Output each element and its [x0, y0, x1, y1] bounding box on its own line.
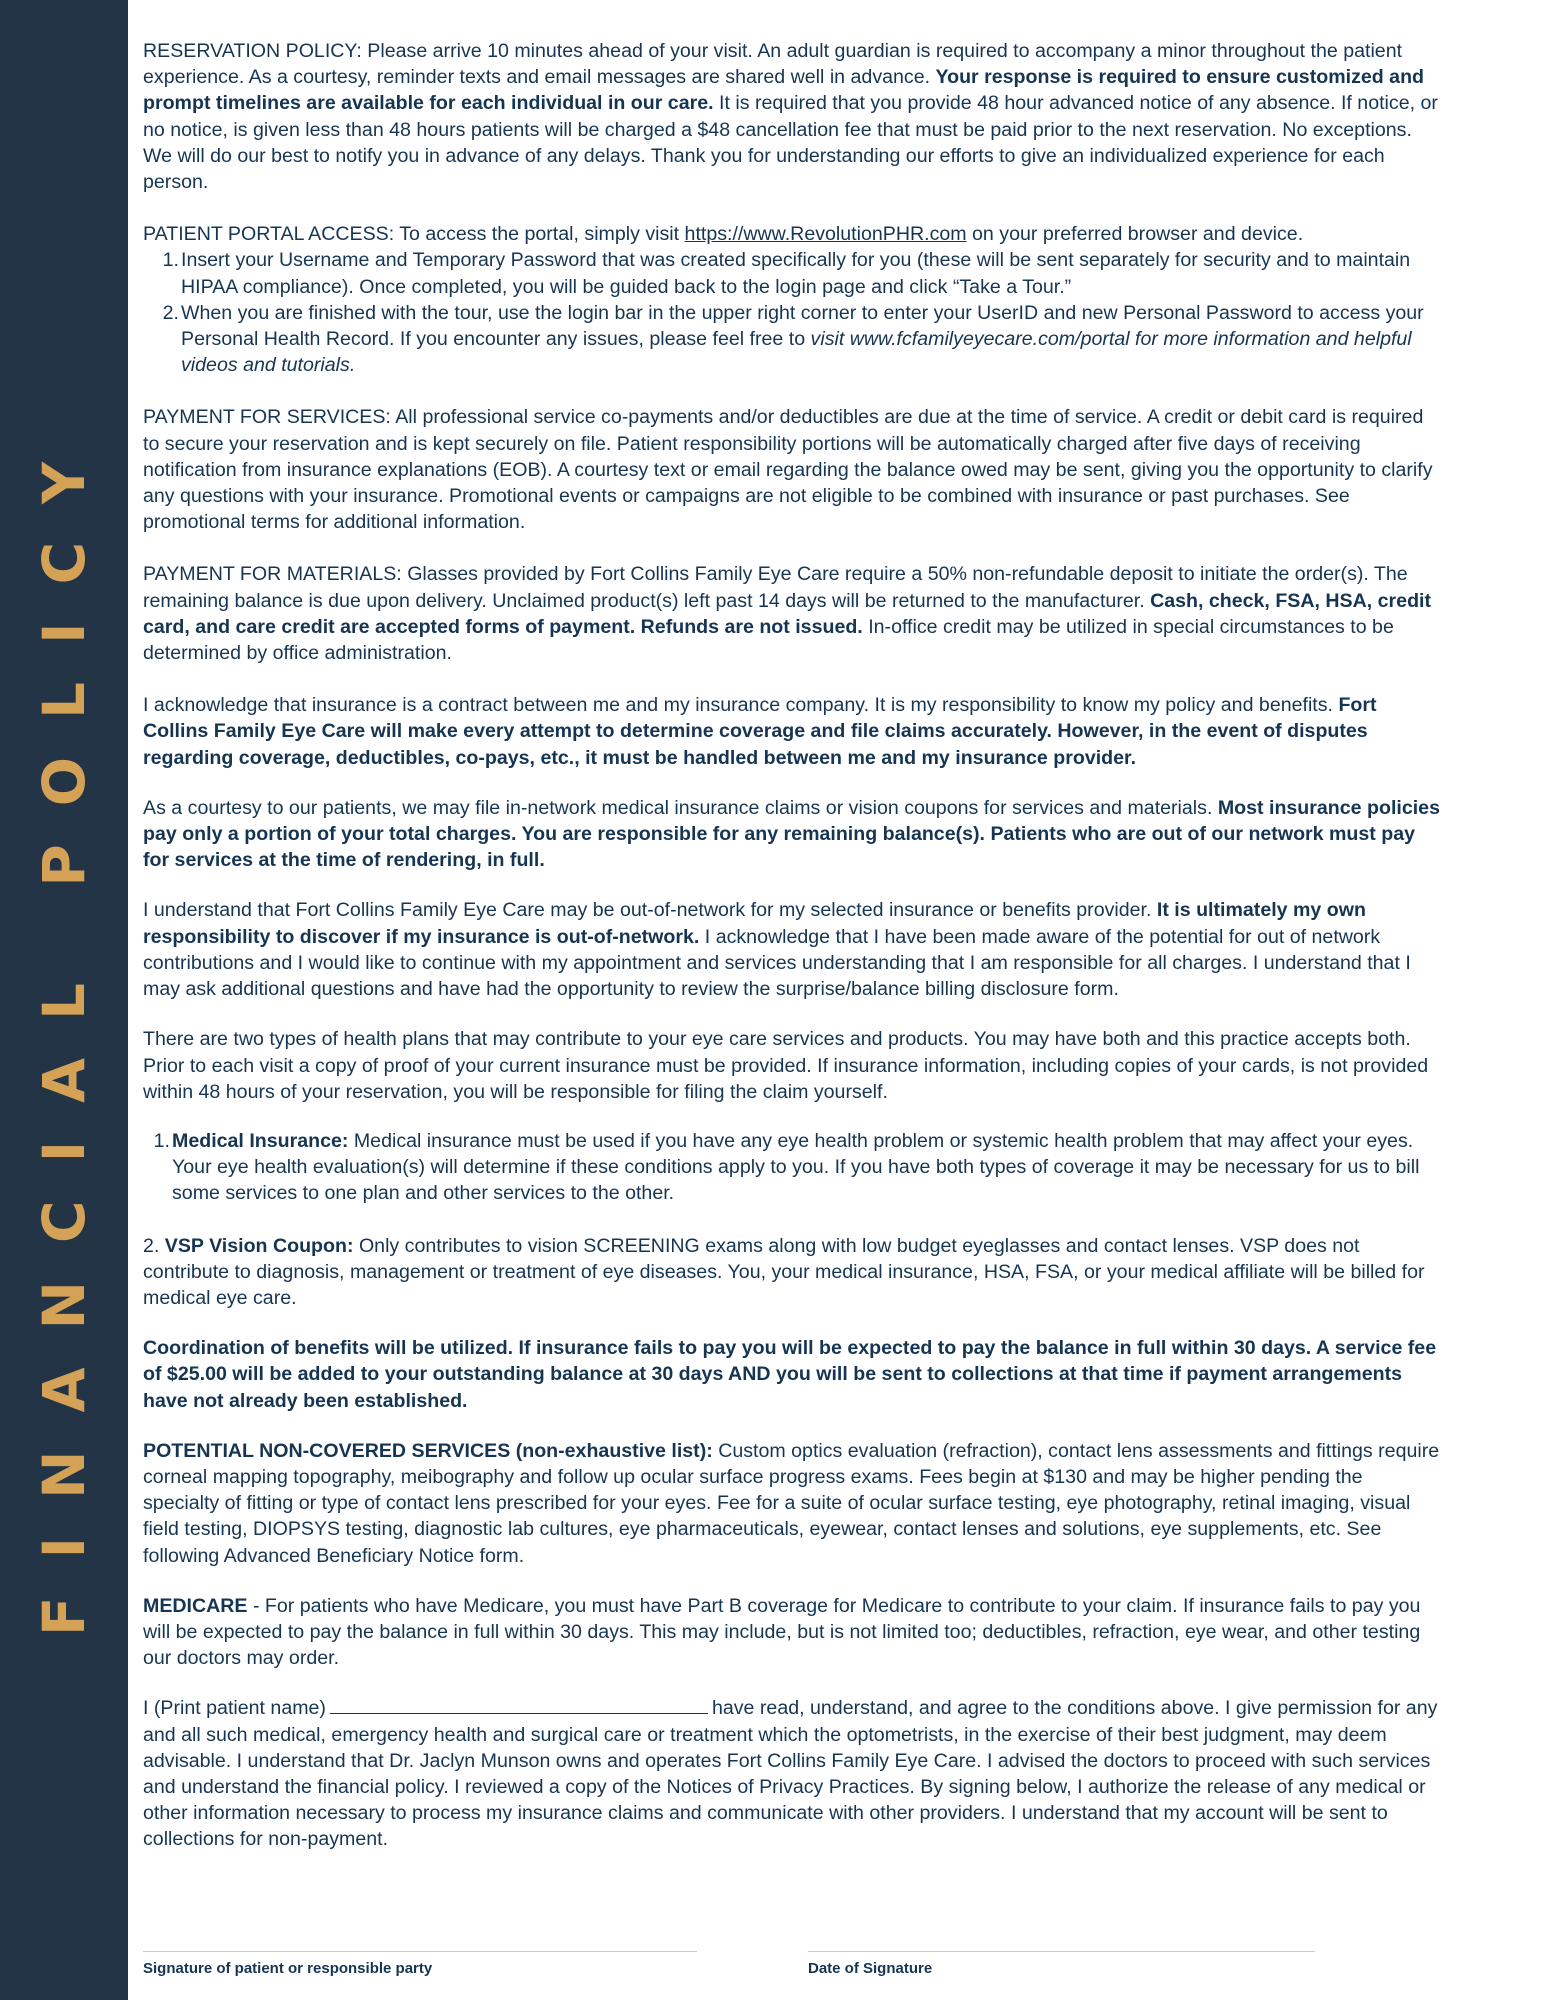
medicare: MEDICARE - For patients who have Medicare, you must have Part B coverage for Medicare to contribute to your claim. If insurance fails to pay you will be expected to pay the balance in full within 30 days. This may include, but is not limited too; deductibles, refraction, eye wear, and other testing our doctors may order.	[143, 1594, 1421, 1670]
patient-portal-access: PATIENT PORTAL ACCESS: To access the portal, simply visit https://www.RevolutionPHR.com on your preferred browser and device.	[143, 223, 1304, 246]
consent-statement: I (Print patient name) have read, understand, and agree to the conditions above. I give permission for any and all such medical, emergency health and surgical care or treatment which the optometrists, in the exercise of their best judgment, may deem advisable. I understand that Dr. Jaclyn Munson owns and operates Fort Collins Family Eye Care. I advised the doctors to proceed with such services and understand the financial policy. I reviewed a copy of the Notices of Privacy Practices. By signing below, I authorize the release of any medical or other information necessary to process my insurance claims and communicate with other providers. I understand that my account will be sent to collections for non-payment.	[143, 1697, 1438, 1851]
out-of-network: I understand that Fort Collins Family Eye Care may be out-of-network for my selected insurance or benefits provider. It is ultimately my own responsibility to discover if my insurance is out-of-network. I acknowledge that I have been made aware of the potential for out of network contributions and I would like to continue with my appointment and services understanding that I am responsible for all charges. I understand that I may ask additional questions and have had the opportunity to review the surprise/balance billing disclosure form.	[143, 899, 1411, 1001]
signature-line[interactable]	[143, 1951, 697, 1952]
patient-name-field[interactable]	[330, 1695, 708, 1714]
sidebar-band	[0, 0, 128, 2000]
date-label: Date of Signature	[808, 1960, 933, 1977]
payment-for-materials: PAYMENT FOR MATERIALS: Glasses provided by Fort Collins Family Eye Care require a 50% non-refundable deposit to initiate the order(s). The remaining balance is due upon delivery. Unclaimed product(s) left past 14 days will be returned to the manufacturer. Cash, check, FSA, HSA, credit card, and care credit are accepted forms of payment. Refunds are not issued. In-office credit may be utilized in special circumstances to be determined by office administration.	[143, 563, 1432, 665]
courtesy-claims: As a courtesy to our patients, we may file in-network medical insurance claims or vision coupons for services and materials. Most insurance policies pay only a portion of your total charges. You are responsible for any remaining balance(s). Patients who are out of our network must pay for services at the time of rendering, in full.	[143, 796, 1440, 872]
vsp-vision-coupon: 2. VSP Vision Coupon: Only contributes to vision SCREENING exams along with low budget eyeglasses and contact lenses. VSP does not contribute to diagnosis, management or treatment of eye diseases. You, your medical insurance, HSA, FSA, or your medical affiliate will be billed for medical eye care.	[143, 1234, 1425, 1309]
payment-for-services: PAYMENT FOR SERVICES: All professional service co-payments and/or deductibles are due at the time of service. A credit or debit card is required to secure your reservation and is kept securely on file. Patient responsibility portions will be automatically charged after five days of receiving notification from insurance explanations (EOB). A courtesy text or email regarding the balance owed may be sent, giving you the opportunity to clarify any questions with your insurance. Promotional events or campaigns are not eligible to be combined with insurance or past purchases. See promotional terms for additional information.	[143, 406, 1433, 534]
policy-content	[143, 38, 1441, 1853]
coordination-of-benefits: Coordination of benefits will be utilized. If insurance fails to pay you will be expected to pay the balance in full within 30 days. A service fee of $25.00 will be added to your outstanding balance at 30 days AND you will be sent to collections at that time if payment arrangements have not already been established.	[143, 1337, 1437, 1412]
portal-step-1: 1. Insert your Username and Temporary Password that was created specifically for you (these will be sent separately for security and to maintain HIPAA compliance). Once completed, you will be guided back to the login page and click “Take a Tour.”	[162, 249, 1411, 298]
portal-link[interactable]: https://www.RevolutionPHR.com	[684, 223, 967, 246]
non-covered-services: POTENTIAL NON-COVERED SERVICES (non-exhaustive list): Custom optics evaluation (refraction), contact lens assessments and fittings require corneal mapping topography, meibography and follow up ocular surface progress exams. Fees begin at $130 and may be higher pending the specialty of fitting or type of contact lens prescribed for your eyes. Fee for a suite of ocular surface testing, eye photography, retinal imaging, visual field testing, DIOPSYS testing, diagnostic lab cultures, eye pharmaceuticals, eyewear, contact lenses and solutions, eye supplements, etc. See following Advanced Beneficiary Notice form.	[143, 1439, 1440, 1567]
health-plans: There are two types of health plans that may contribute to your eye care services and products. You may have both and this practice accepts both. Prior to each visit a copy of proof of your current insurance must be provided. If insurance information, including copies of your cards, is not provided within 48 hours of your reservation, you will be responsible for filing the claim yourself.	[143, 1028, 1429, 1103]
sidebar-title: FINANCIAL POLICY	[30, 423, 98, 1637]
reservation-policy: RESERVATION POLICY: Please arrive 10 minutes ahead of your visit. An adult guardian is required to accompany a minor throughout the patient experience. As a courtesy, reminder texts and email messages are shared well in advance. Your response is required to ensure customized and prompt timelines are available for each individual in our care. It is required that you provide 48 hour advanced notice of any absence. If notice, or no notice, is given less than 48 hours patients will be charged a $48 cancellation fee that must be paid prior to the next reservation. No exceptions. We will do our best to notify you in advance of any delays. Thank you for understanding our efforts to give an individualized experience for each person.	[143, 40, 1438, 194]
date-line[interactable]	[808, 1951, 1315, 1952]
portal-step-2: 2. When you are finished with the tour, use the login bar in the upper right corner to enter your UserID and new Personal Password to access your Personal Health Record. If you encounter any issues, please feel free to visit www.fcfamilyeyecare.com/portal for more information and helpful videos and tutorials.	[162, 301, 1424, 377]
signature-label: Signature of patient or responsible party	[143, 1960, 433, 1977]
medical-insurance-item: 1. Medical Insurance: Medical insurance must be used if you have any eye health problem or systemic health problem that may affect your eyes. Your eye health evaluation(s) will determine if these conditions apply to you. If you have both types of coverage it may be necessary for us to bill some services to one plan and other services to the other.	[153, 1129, 1420, 1205]
insurance-acknowledgement: I acknowledge that insurance is a contract between me and my insurance company. It is my responsibility to know my policy and benefits. Fort Collins Family Eye Care will make every attempt to determine coverage and file claims accurately. However, in the event of disputes regarding coverage, deductibles, co-pays, etc., it must be handled between me and my insurance provider.	[143, 694, 1377, 769]
